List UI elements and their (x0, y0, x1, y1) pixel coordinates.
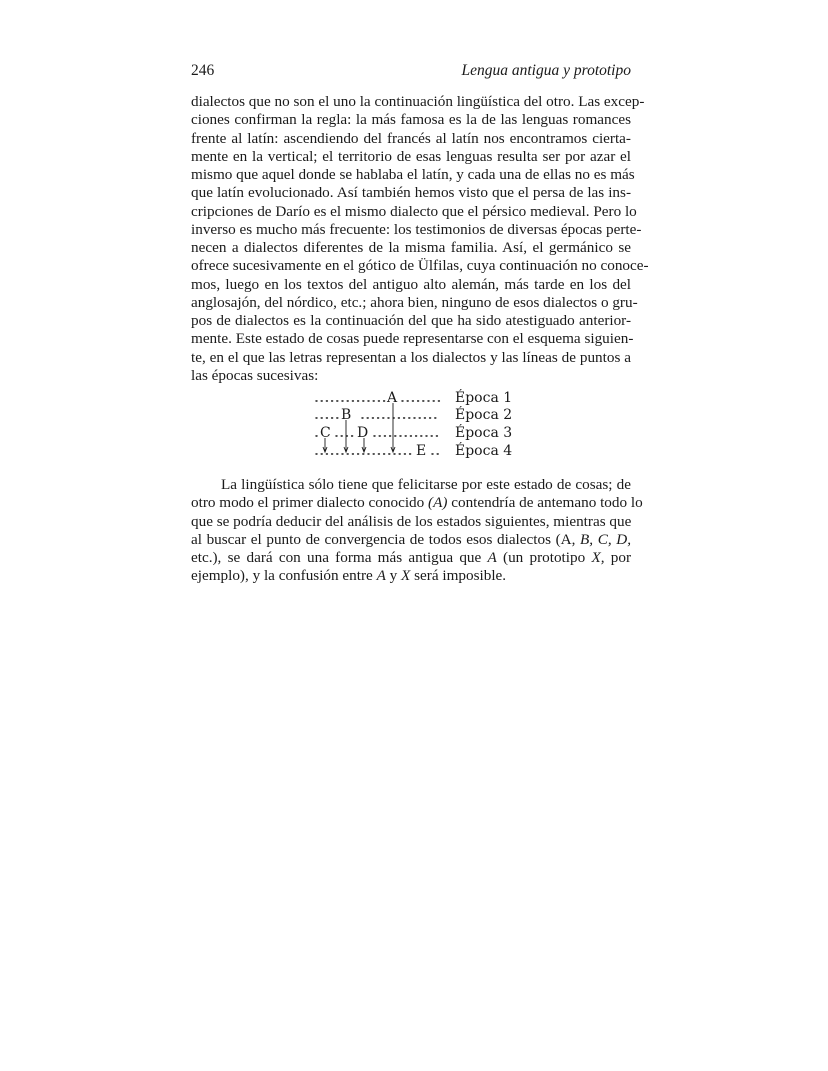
text-run: inverso es mucho más frecuente: los testimonios de diversas épocas perte- (191, 220, 642, 238)
text-run: otro modo el primer dialecto conocido (191, 494, 429, 512)
text-line (191, 567, 631, 585)
epoch-label-4: Época 4 (455, 443, 513, 459)
dialect-c: C (320, 425, 331, 441)
italic-text: (A) (428, 494, 448, 512)
text-line (191, 549, 631, 567)
text-run: que se podría deducir del análisis de los estados siguientes, mientras que (191, 512, 632, 530)
epoch-label-2: Época 2 (455, 407, 513, 423)
text-run: ciones confirman la regla: la más famosa es la de las lenguas romances (191, 111, 631, 129)
text-run: mismo que aquel donde se hablaba el latín, y cada una de ellas no es más (191, 166, 635, 183)
text-run: anglosajón, del nórdico, etc.; ahora bien, ninguno de esos dialectos o gru- (191, 293, 638, 311)
text-run: dialectos que no son el uno la continuación lingüística del otro. Las excep- (191, 93, 645, 110)
text-run: mente en la vertical; el territorio de esas lenguas resulta ser por azar el (191, 147, 631, 165)
text-run: mos, luego en los textos del antiguo alto alemán, más tarde en los del (191, 275, 631, 293)
dialect-d: D (357, 425, 369, 441)
text-run: etc.), se dará con una forma más antigua que (191, 549, 488, 566)
text-line (191, 513, 631, 531)
text-run: que latín evolucionado. Así también hemos visto que el persa de las ins- (191, 184, 631, 202)
text-run: por (604, 549, 631, 566)
text-run: contendría de antemano todo lo (447, 494, 643, 512)
page-number: 246 (191, 62, 215, 79)
text-run: será imposible. (410, 567, 507, 585)
dialect-a: A (387, 390, 398, 406)
text-run: las épocas sucesivas: (191, 366, 319, 384)
text-run: (un prototipo (496, 549, 592, 566)
text-run: ofrece sucesivamente en el gótico de Ülfilas, cuya continuación no conoce- (191, 257, 649, 275)
text-line (191, 494, 643, 512)
text-run: al buscar el punto de convergencia de todos esos dialectos (A, (191, 530, 581, 548)
dialect-b: B (341, 407, 352, 423)
text-line (191, 476, 631, 494)
epoch-label-1: Época 1 (455, 390, 513, 406)
text-run: pos de dialectos es la continuación del que ha sido atestiguado anterior- (191, 312, 631, 329)
dialect-e: E (416, 443, 427, 459)
text-run: La lingüística sólo tiene que felicitarse por este estado de cosas; de (221, 476, 631, 493)
epoch-label-3: Época 3 (455, 425, 513, 441)
text-run: y (385, 567, 402, 585)
italic-text: X, (591, 549, 605, 566)
italic-text: A (376, 567, 386, 585)
text-run: ejemplo), y la confusión entre (191, 567, 377, 585)
text-run: necen a dialectos diferentes de la misma familia. Así, el germánico se (191, 239, 631, 256)
text-line (191, 531, 631, 549)
text-run: te, en el que las letras representan a los dialectos y las líneas de puntos a (191, 348, 631, 366)
text-run: cripciones de Darío es el mismo dialecto que el pérsico medieval. Pero lo (191, 202, 637, 220)
text-run: mente. Este estado de cosas puede representarse con el esquema siguien- (191, 330, 634, 348)
italic-text: B, C, D, (580, 530, 632, 548)
paragraph-2 (191, 476, 643, 586)
italic-text: A (487, 549, 497, 566)
arrow-from-a (391, 403, 395, 452)
text-run: frente al latín: ascendiendo del francés al latín nos encontramos cierta- (191, 129, 631, 147)
italic-text: X (401, 567, 411, 585)
running-title: Lengua antigua y prototipo (461, 62, 631, 79)
